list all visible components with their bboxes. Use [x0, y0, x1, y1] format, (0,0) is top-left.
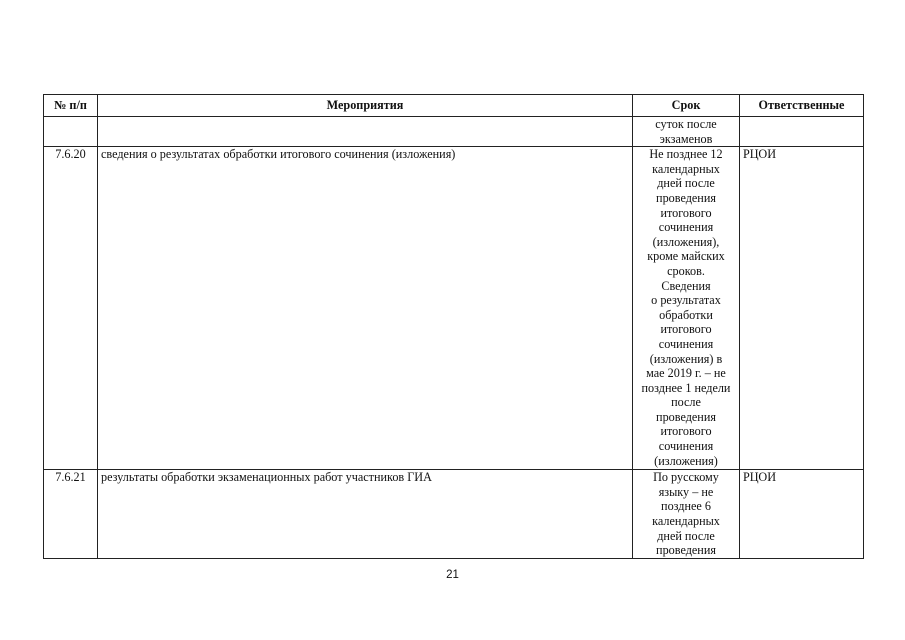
table-row [44, 470, 864, 559]
term-line: календарных [652, 161, 720, 176]
events-table [43, 94, 864, 559]
cell-event: результаты обработки экзаменационных работ участников ГИА [98, 470, 633, 559]
term-line: экзаменов [659, 131, 713, 146]
cell-event [98, 117, 633, 147]
term-line: языку – не [658, 484, 714, 499]
cell-responsible [740, 117, 864, 147]
term-line: обработки [659, 307, 713, 322]
term-line: По русскому [653, 470, 719, 485]
term-line: сочинения [658, 439, 714, 454]
header-num: № п/п [44, 95, 98, 117]
term-line: сочинения [658, 220, 714, 235]
term-line: мае 2019 г. – не [646, 366, 726, 381]
term-line: итогового [660, 424, 712, 439]
term-line: Сведения [661, 278, 711, 293]
term-line: суток после [655, 117, 717, 131]
term-line: сроков. [667, 263, 705, 278]
header-term: Срок [633, 95, 740, 117]
term-line: позднее 1 недели [641, 380, 731, 395]
cell-term [633, 117, 740, 147]
term-line: дней после [657, 528, 715, 543]
term-line: кроме майских [647, 249, 725, 264]
cell-term [633, 147, 740, 470]
table-row [44, 147, 864, 470]
term-line: дней после [657, 176, 715, 191]
term-line: итогового [660, 322, 712, 337]
term-line: проведения [656, 190, 716, 205]
term-line: (изложения) [654, 453, 718, 468]
term-line: позднее 6 [661, 499, 711, 514]
term-line: календарных [652, 513, 720, 528]
term-line: Не позднее 12 [649, 147, 723, 162]
cell-event: сведения о результатах обработки итогового сочинения (изложения) [98, 147, 633, 470]
cell-term [633, 470, 740, 559]
cell-num: 7.6.21 [44, 470, 98, 559]
term-line: (изложения), [652, 234, 720, 249]
cell-num [44, 117, 98, 147]
term-line: сочинения [658, 336, 714, 351]
page-number: 21 [446, 569, 459, 581]
table-header-row [44, 95, 864, 117]
table-row-continuation [44, 117, 864, 147]
term-line: после [671, 395, 701, 410]
term-line: проведения [656, 409, 716, 424]
header-responsible: Ответственные [740, 95, 864, 117]
term-line: итогового [660, 205, 712, 220]
cell-responsible: РЦОИ [740, 470, 864, 559]
term-line: (изложения) в [649, 351, 723, 366]
term-line: о результатах [651, 293, 721, 308]
header-event: Мероприятия [98, 95, 633, 117]
cell-num: 7.6.20 [44, 147, 98, 470]
term-line: проведения [656, 543, 716, 558]
cell-responsible: РЦОИ [740, 147, 864, 470]
